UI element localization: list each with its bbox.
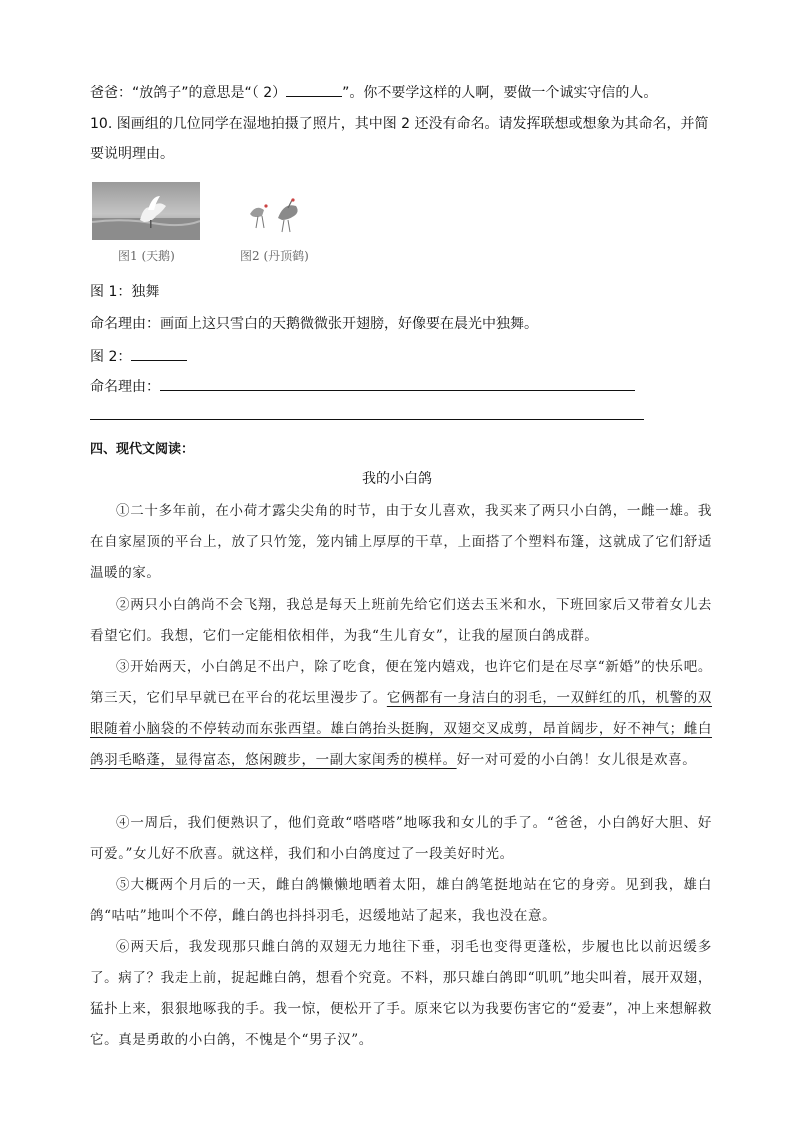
figure-1-swan-photo: [92, 182, 200, 240]
paragraph-3-underlined: 它俩都有一身洁白的羽毛，一双鲜红的爪，机警的双眼随着小脑袋的不停转动而东张西望。雄白鸽抬头挺胸，双翅交叉成剪，昂首阔步，好不神气；雌白鸽羽毛略蓬，显得富态，悠闲踱步，一副大家闺秀的模样。: [90, 690, 712, 768]
paragraph-3: [90, 652, 712, 776]
paragraph-3-end: 好一对可爱的小白鸽！女儿很是欢喜。: [456, 752, 697, 768]
answer-line-extra[interactable]: [90, 419, 644, 420]
q9-suffix: ”。你不要学这样的人啊，要做一个诚实守信的人。: [342, 85, 658, 101]
figure-1-name: 图 1：独舞: [90, 284, 160, 300]
figure-2-reason-label: 命名理由：: [90, 379, 160, 395]
paragraph-2: ②两只小白鸽尚不会飞翔，我总是每天上班前先给它们送去玉米和水，下班回家后又带着女儿去看望它们。我想，它们一定能相依相伴，为我“生儿育女”，让我的屋顶白鸽成群。: [90, 597, 712, 644]
figure-2-label: 图 2：: [90, 349, 132, 365]
figure-2-reason-line: [90, 376, 710, 397]
crane-icon: [244, 196, 304, 236]
figure-1-caption: 图1 (天鹅): [118, 249, 175, 263]
article-title: 我的小白鸽: [362, 471, 432, 487]
paragraph-1: ①二十多年前，在小荷才露尖尖角的时节，由于女儿喜欢，我买来了两只小白鸽，一雌一雄。我在自家屋顶的平台上，放了只竹笼，笼内铺上厚厚的干草，上面搭了个塑料布篷，这就成了它们舒适温暖的家。: [90, 503, 712, 581]
figure-2-crane-image: [244, 196, 304, 236]
figure-2-caption: 图2 (丹顶鹤): [240, 249, 309, 263]
figure-2-name-blank[interactable]: [131, 346, 187, 361]
q10-prompt-line2: 要说明理由。: [90, 146, 174, 162]
section-4-heading: 四、现代文阅读：: [90, 442, 195, 457]
swan-photo-image: [92, 182, 200, 240]
q9-blank-2[interactable]: [286, 82, 342, 97]
figure-1-reason: 命名理由：画面上这只雪白的天鹅微微张开翅膀，好像要在晨光中独舞。: [90, 316, 538, 332]
figure-2-name-line: [90, 346, 710, 367]
paragraph-3-intro: ③开始两天，小白鸽足不出户，除了吃食，便在笼内嬉戏，也许它们是在尽享“新婚”的快乐吧。第三天，它们早早就已在平台的花坛里漫步了。: [90, 659, 712, 706]
paragraph-6: ⑥两天后，我发现那只雌白鸽的双翅无力地往下垂，羽毛也变得更蓬松，步履也比以前迟缓多了。病了？我走上前，捉起雌白鸽，想看个究竟。不料，那只雄白鸽即“叽叽”地尖叫着，展开双翅，猛扑上来，狠狠地啄我的手。我一惊，便松开了手。原来它以为我要伤害它的“爱妻”，冲上来想解救它。真是勇敢的小白鸽，不愧是个“男子汉”。: [90, 939, 712, 1048]
paragraph-4: ④一周后，我们便熟识了，他们竟敢“嗒嗒嗒”地啄我和女儿的手了。“爸爸，小白鸽好大胆、好可爱。”女儿好不欣喜。就这样，我们和小白鸽度过了一段美好时光。: [90, 815, 712, 862]
paragraph-5: ⑤大概两个月后的一天，雌白鸽懒懒地晒着太阳，雄白鸽笔挺地站在它的身旁。见到我，雄白鸽“咕咕”地叫个不停，雌白鸽也抖抖羽毛，迟缓地站了起来，我也没在意。: [90, 877, 712, 924]
q10-prompt-line1: 10. 图画组的几位同学在湿地拍摄了照片，其中图 2 还没有命名。请发挥联想或想象为其命名，并简: [90, 116, 709, 132]
q9-answer-line: [90, 82, 710, 103]
q9-prefix: 爸爸：“放鸽子”的意思是“（ 2）: [90, 85, 287, 101]
figure-2-reason-blank[interactable]: [160, 376, 635, 391]
